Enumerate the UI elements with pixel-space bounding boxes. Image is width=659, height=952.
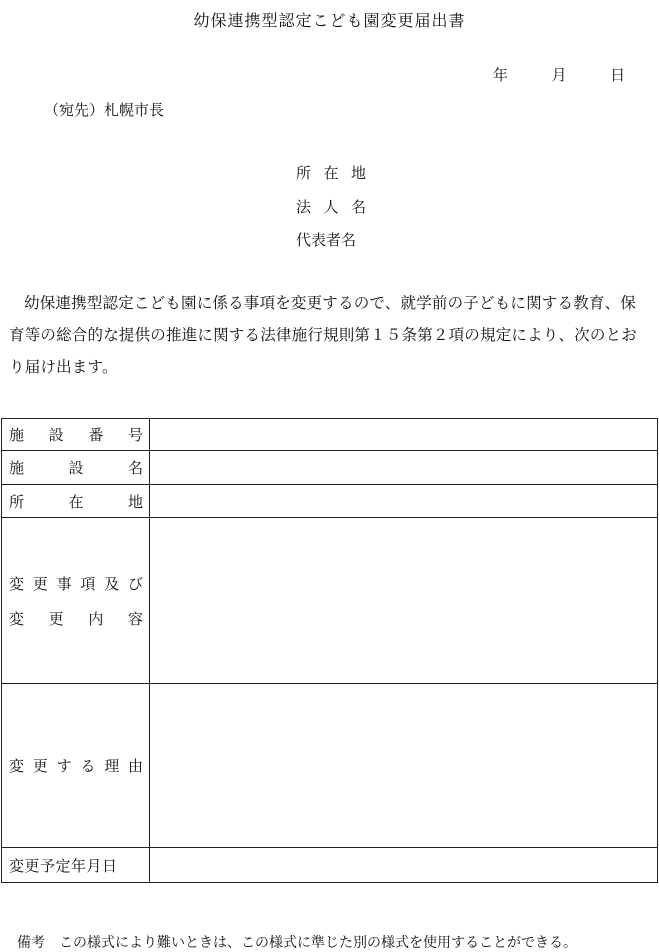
table-row — [2, 848, 658, 883]
applicant-corporation-label: 法 人 名 — [296, 198, 366, 216]
applicant-location-label: 所 在 地 — [296, 164, 366, 182]
facility-name-label: 施 設 名 — [2, 451, 150, 485]
change-form-table — [1, 418, 658, 883]
body-text: 幼保連携型認定こども園に係る事項を変更するので、就学前の子どもに関する教育、保育等の総合的な提供の推進に関する法律施行規則第１５条第２項の規定により、次のとおり届け出ます。 — [9, 294, 638, 376]
facility-number-field[interactable] — [150, 419, 658, 451]
change-items-field[interactable] — [150, 518, 658, 684]
table-row — [2, 451, 658, 485]
form-title: 幼保連携型認定こども園変更届出書 — [193, 11, 466, 30]
table-row — [2, 684, 658, 848]
table-row — [2, 518, 658, 684]
scheduled-date-label: 変更予定年月日 — [2, 848, 150, 883]
location-label: 所 在 地 — [2, 485, 150, 518]
date-year-label: 年 — [493, 66, 509, 84]
scheduled-date-field[interactable] — [150, 848, 658, 883]
location-field[interactable] — [150, 485, 658, 518]
change-reason-label: 変 更 す る 理 由 — [2, 684, 150, 848]
date-month-label: 月 — [551, 66, 567, 84]
remarks-note: 備考 この様式により難いときは、この様式に準じた別の様式を使用することができる。 — [17, 935, 577, 951]
date-line — [493, 64, 625, 85]
facility-name-field[interactable] — [150, 451, 658, 485]
change-items-label: 変 更 事 項 及 び 変 更 内 容 — [2, 518, 150, 684]
change-reason-field[interactable] — [150, 684, 658, 848]
facility-number-label: 施 設 番 号 — [2, 419, 150, 451]
date-day-label: 日 — [610, 66, 626, 84]
table-row — [2, 419, 658, 451]
table-row — [2, 485, 658, 518]
addressee: （宛先）札幌市長 — [44, 101, 165, 119]
applicant-representative-label: 代表者名 — [296, 231, 357, 249]
